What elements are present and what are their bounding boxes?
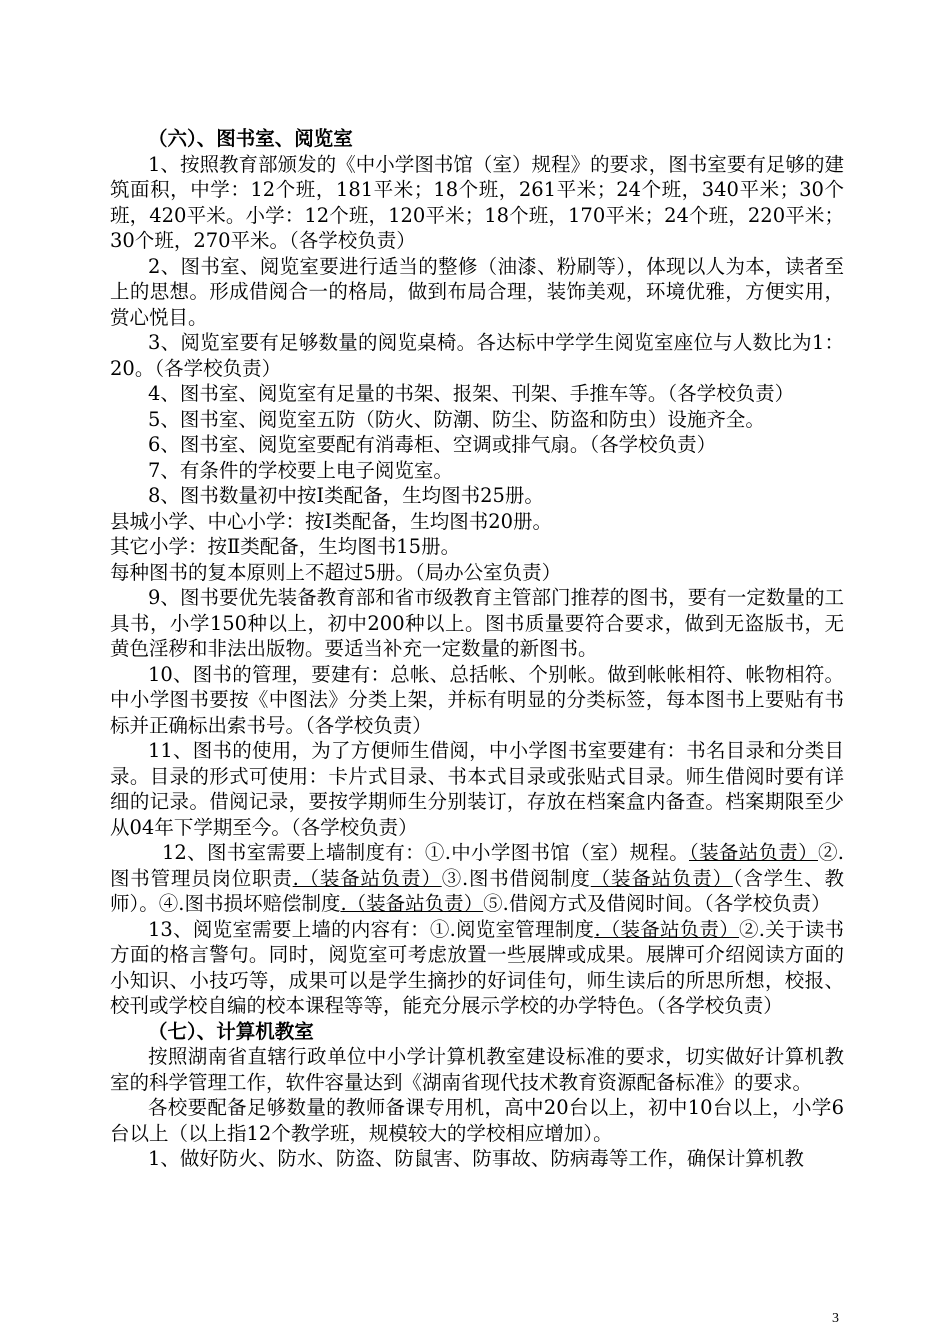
paragraph-9: 9、图书要优先装备教育部和省市级教育主管部门推荐的图书，要有一定数量的工具书，小学150种以上，初中200种以上。图书质量要符合要求，做到无盗版书，无黄色淫秽和非法出版物。要适当补充一定数量的新图书。 <box>110 586 844 660</box>
p12-text-c: ③.图书借阅制度 <box>441 866 591 890</box>
p12-text-d: （含学生、教师）。④.图书损坏赔偿制度 <box>110 866 844 915</box>
paragraph-8-county: 县城小学、中心小学：按Ⅰ类配备，生均图书20册。 <box>110 509 553 533</box>
p13-underline-1: .（装备站负责） <box>594 917 740 941</box>
section-7-title: （七）、计算机教室 <box>148 1019 314 1043</box>
section-6-title: （六）、图书室、阅览室 <box>148 127 353 150</box>
p12-text-b: ②.图书管理员岗位职责 <box>110 841 844 890</box>
paragraph-8-other: 其它小学：按Ⅱ类配备，生均图书15册。 <box>110 535 461 558</box>
p12-underline-2: .（装备站负责） <box>292 866 442 890</box>
p13-text-b: ②.关于读书方面的格言警句。同时，阅览室可考虑放置一些展牌或成果。展牌可介绍阅读方面的小知识、小技巧等，成果可以是学生摘抄的好词佳句，师生读后的所思所想，校报、校刊或学校自编的校本课程等等，能充分展示学校的办学特色。（各学校负责） <box>110 917 844 1017</box>
paragraph-7: 7、有条件的学校要上电子阅览室。 <box>148 458 453 482</box>
p12-underline-4: .（装备站负责） <box>340 892 484 915</box>
p12-underline-1: （装备站负责） <box>689 841 818 864</box>
paragraph-computer-1: 按照湖南省直辖行政单位中小学计算机教室建设标准的要求，切实做好计算机教室的科学管理工作，软件容量达到《湖南省现代技术教育资源配备标准》的要求。 <box>110 1045 844 1094</box>
paragraph-10: 10、图书的管理，要建有：总帐、总括帐、个别帐。做到帐帐相符、帐物相符。中小学图书要按《中图法》分类上架，并标有明显的分类标签，每本图书上要贴有书标并正确标出索书号。（各学校负责） <box>110 662 844 737</box>
page-number: 3 <box>832 1311 839 1326</box>
paragraph-computer-2: 各校要配备足够数量的教师备课专用机，高中20台以上，初中10台以上，小学6台以上（以上指12个教学班，规模较大的学校相应增加）。 <box>110 1096 844 1145</box>
paragraph-11: 11、图书的使用，为了方便师生借阅，中小学图书室要建有：书名目录和分类目录。目录的形式可使用：卡片式目录、书本式目录或张贴式目录。师生借阅时要有详细的记录。借阅记录，要按学期师生分别装订，存放在档案盒内备查。档案期限至少从04年下学期至今。（各学校负责） <box>110 739 844 839</box>
paragraph-8-copies: 每种图书的复本原则上不超过5册。（局办公室负责） <box>110 560 562 584</box>
paragraph-2: 2、图书室、阅览室要进行适当的整修（油漆、粉刷等），体现以人为本，读者至上的思想。形成借阅合一的格局，做到布局合理，装饰美观，环境优雅，方便实用，赏心悦目。 <box>110 254 844 329</box>
paragraph-13 <box>110 917 844 1019</box>
paragraph-12 <box>110 840 844 917</box>
paragraph-5: 5、图书室、阅览室五防（防火、防潮、防尘、防盗和防虫）设施齐全。 <box>148 407 765 431</box>
paragraph-computer-3: 1、做好防火、防水、防盗、防鼠害、防事故、防病毒等工作，确保计算机教 <box>148 1147 804 1170</box>
p12-text-a: 12、图书室需要上墙制度有：①.中小学图书馆（室）规程。 <box>162 841 690 864</box>
paragraph-3: 3、阅览室要有足够数量的阅览桌椅。各达标中学学生阅览室座位与人数比为1：20。（各学校负责） <box>110 331 844 380</box>
p12-text-e: ⑤.借阅方式及借阅时间。（各学校负责） <box>483 892 831 915</box>
paragraph-8: 8、图书数量初中按Ⅰ类配备，生均图书25册。 <box>148 484 544 507</box>
p13-text-a: 13、阅览室需要上墙的内容有：①.阅览室管理制度 <box>148 917 595 941</box>
paragraph-4: 4、图书室、阅览室有足量的书架、报架、刊架、手推车等。（各学校负责） <box>148 382 795 405</box>
paragraph-6: 6、图书室、阅览室要配有消毒柜、空调或排气扇。（各学校负责） <box>148 433 717 456</box>
document-body <box>110 126 844 1172</box>
paragraph-1: 1、按照教育部颁发的《中小学图书馆（室）规程》的要求，图书室要有足够的建筑面积，中学：12个班，181平米；18个班，261平米；24个班，340平米；30个班，420平米。小学：12个班，120平米；18个班，170平米；24个班，220平米；30个班，270平米。（各学校负责） <box>110 152 844 252</box>
p12-underline-3: （装备站负责） <box>590 866 733 890</box>
